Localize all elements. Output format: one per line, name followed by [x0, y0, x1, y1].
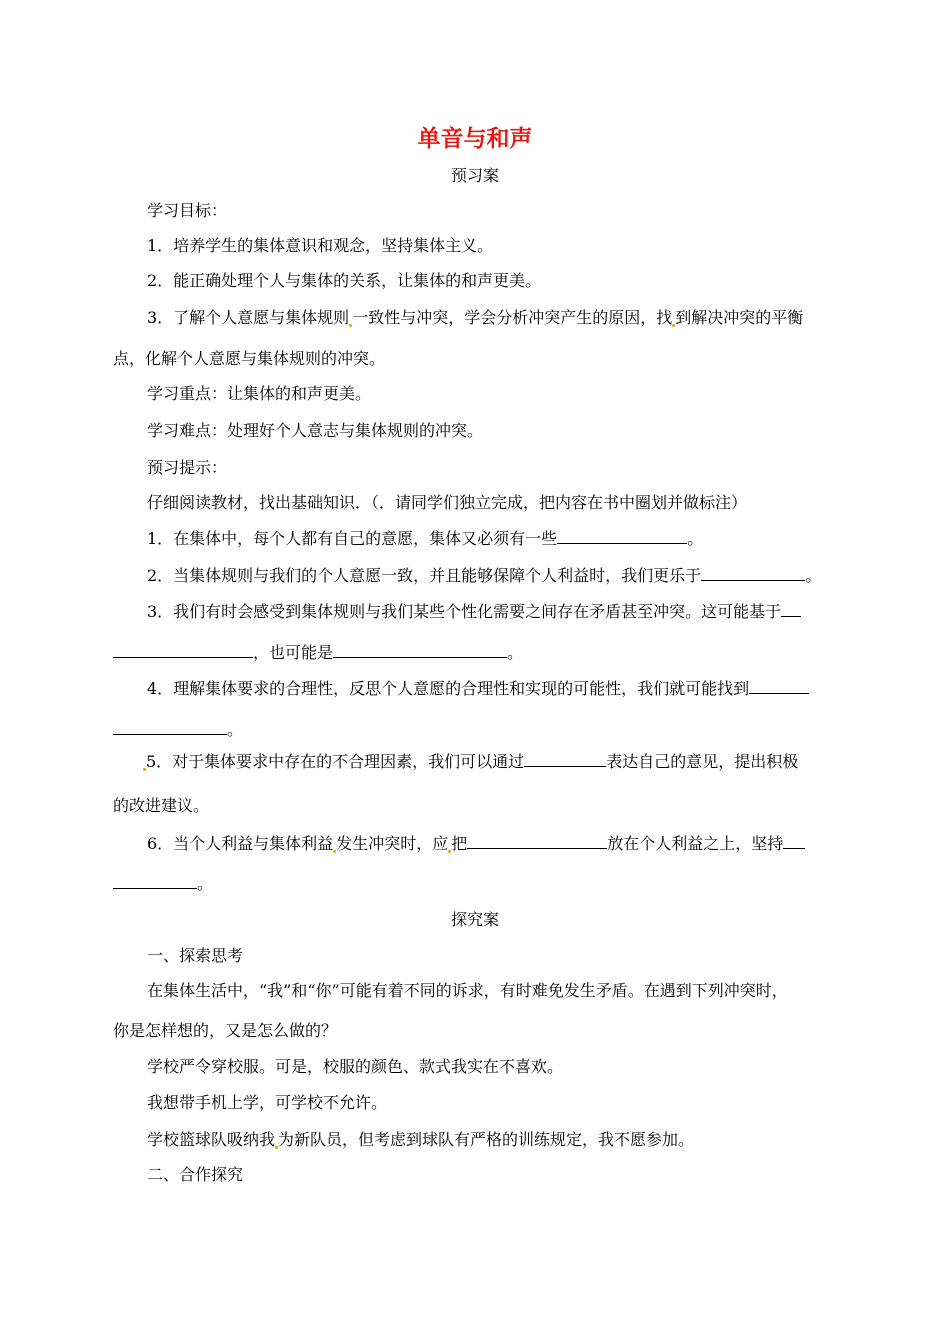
question-2-end: 。: [805, 566, 822, 585]
explore-paragraph-continued: 你是怎样想的，又是怎么做的？: [113, 1021, 338, 1040]
question-3-text: 3．我们有时会感受到集体规则与我们某些个性化需要之间存在矛盾甚至冲突。这可能基于: [147, 602, 782, 621]
tips-label: 预习提示：: [147, 458, 228, 477]
answer-blank[interactable]: [113, 874, 197, 889]
goal-2: 2．能正确处理个人与集体的关系，让集体的和声更美。: [147, 271, 542, 290]
question-1-end: 。: [687, 529, 704, 548]
question-4-end: 。: [227, 720, 244, 739]
case-3-text-b: 为新队员，但考虑到球队有严格的训练规定，我不愿参加。: [278, 1130, 695, 1149]
question-6: [147, 831, 805, 854]
question-6-text-d: 放在个人利益之上，坚持: [607, 834, 784, 853]
question-5-text-b: 表达自己的意见，提出积极: [606, 752, 799, 771]
question-5-text: 5．对于集体要求中存在的不合理因素，我们可以通过: [146, 752, 525, 771]
question-6-text-c: 把: [451, 834, 468, 853]
answer-blank[interactable]: [113, 643, 253, 658]
answer-blank[interactable]: [701, 566, 805, 581]
question-4-text: 4．理解集体要求的合理性，反思个人意愿的合理性和实现的可能性，我们就可能找到: [147, 679, 750, 698]
goals-label: 学习目标：: [147, 201, 228, 220]
answer-blank[interactable]: [333, 643, 507, 658]
question-6-text-a: 6．当个人利益与集体利益: [147, 834, 334, 853]
answer-blank[interactable]: [783, 834, 805, 849]
question-3: [147, 599, 801, 622]
preview-heading: 预习案: [450, 166, 499, 185]
question-5-continued: 的改进建议。: [113, 796, 210, 815]
question-3-end: 。: [507, 643, 524, 662]
goal-3-text-b: 一致性与冲突，学会分析冲突产生的原因，找: [352, 308, 673, 327]
instruction: 仔细阅读教材，找出基础知识．（．请同学们独立完成，把内容在书中圈划并做标注）: [147, 493, 748, 512]
goal-1: 1．培养学生的集体意识和观念，坚持集体主义。: [147, 236, 494, 255]
goal-3: [147, 305, 803, 328]
page-title: 单音与和声: [417, 126, 533, 152]
question-1: [147, 526, 703, 549]
edit-mark: [143, 768, 146, 771]
answer-blank[interactable]: [467, 834, 607, 849]
section-2-heading: 二、合作探究: [147, 1165, 244, 1184]
goal-3-text-a: 3．了解个人意愿与集体规则: [147, 308, 350, 327]
question-4-continued: [113, 717, 243, 740]
question-3-text-b: ，也可能是: [253, 643, 334, 662]
question-2: [147, 563, 821, 586]
answer-blank[interactable]: [749, 679, 809, 694]
difficulty: 学习难点：处理好个人意志与集体规则的冲突。: [147, 421, 484, 440]
answer-blank[interactable]: [113, 720, 227, 735]
answer-blank[interactable]: [524, 752, 606, 767]
question-4: [147, 676, 809, 699]
section-1-heading: 一、探索思考: [147, 946, 244, 965]
answer-blank[interactable]: [781, 602, 801, 617]
question-6-continued: [113, 871, 213, 894]
question-6-text-b: 发生冲突时，应: [336, 834, 449, 853]
explore-heading: 探究案: [450, 910, 499, 929]
goal-3-text-c: 到解决冲突的平衡: [675, 308, 804, 327]
question-5: [143, 749, 798, 772]
case-3: [147, 1127, 694, 1150]
question-6-end: 。: [197, 874, 214, 893]
case-1: 学校严令穿校服。可是，校服的颜色、款式我实在不喜欢。: [147, 1057, 564, 1076]
goal-3-continued: 点，化解个人意愿与集体规则的冲突。: [113, 349, 386, 368]
key-point: 学习重点：让集体的和声更美。: [147, 384, 372, 403]
question-2-text: 2．当集体规则与我们的个人意愿一致，并且能够保障个人利益时，我们更乐于: [147, 566, 702, 585]
question-3-continued: [113, 640, 523, 663]
question-1-text: 1．在集体中，每个人都有自己的意愿，集体又必须有一些: [147, 529, 558, 548]
case-2: 我想带手机上学，可学校不允许。: [147, 1093, 388, 1112]
case-3-text-a: 学校篮球队吸纳我: [147, 1130, 276, 1149]
answer-blank[interactable]: [557, 529, 687, 544]
explore-paragraph: 在集体生活中，“我”和“你”可能有着不同的诉求，有时难免发生矛盾。在遇到下列冲突时，: [147, 981, 788, 1000]
edit-mark: [275, 1146, 278, 1149]
